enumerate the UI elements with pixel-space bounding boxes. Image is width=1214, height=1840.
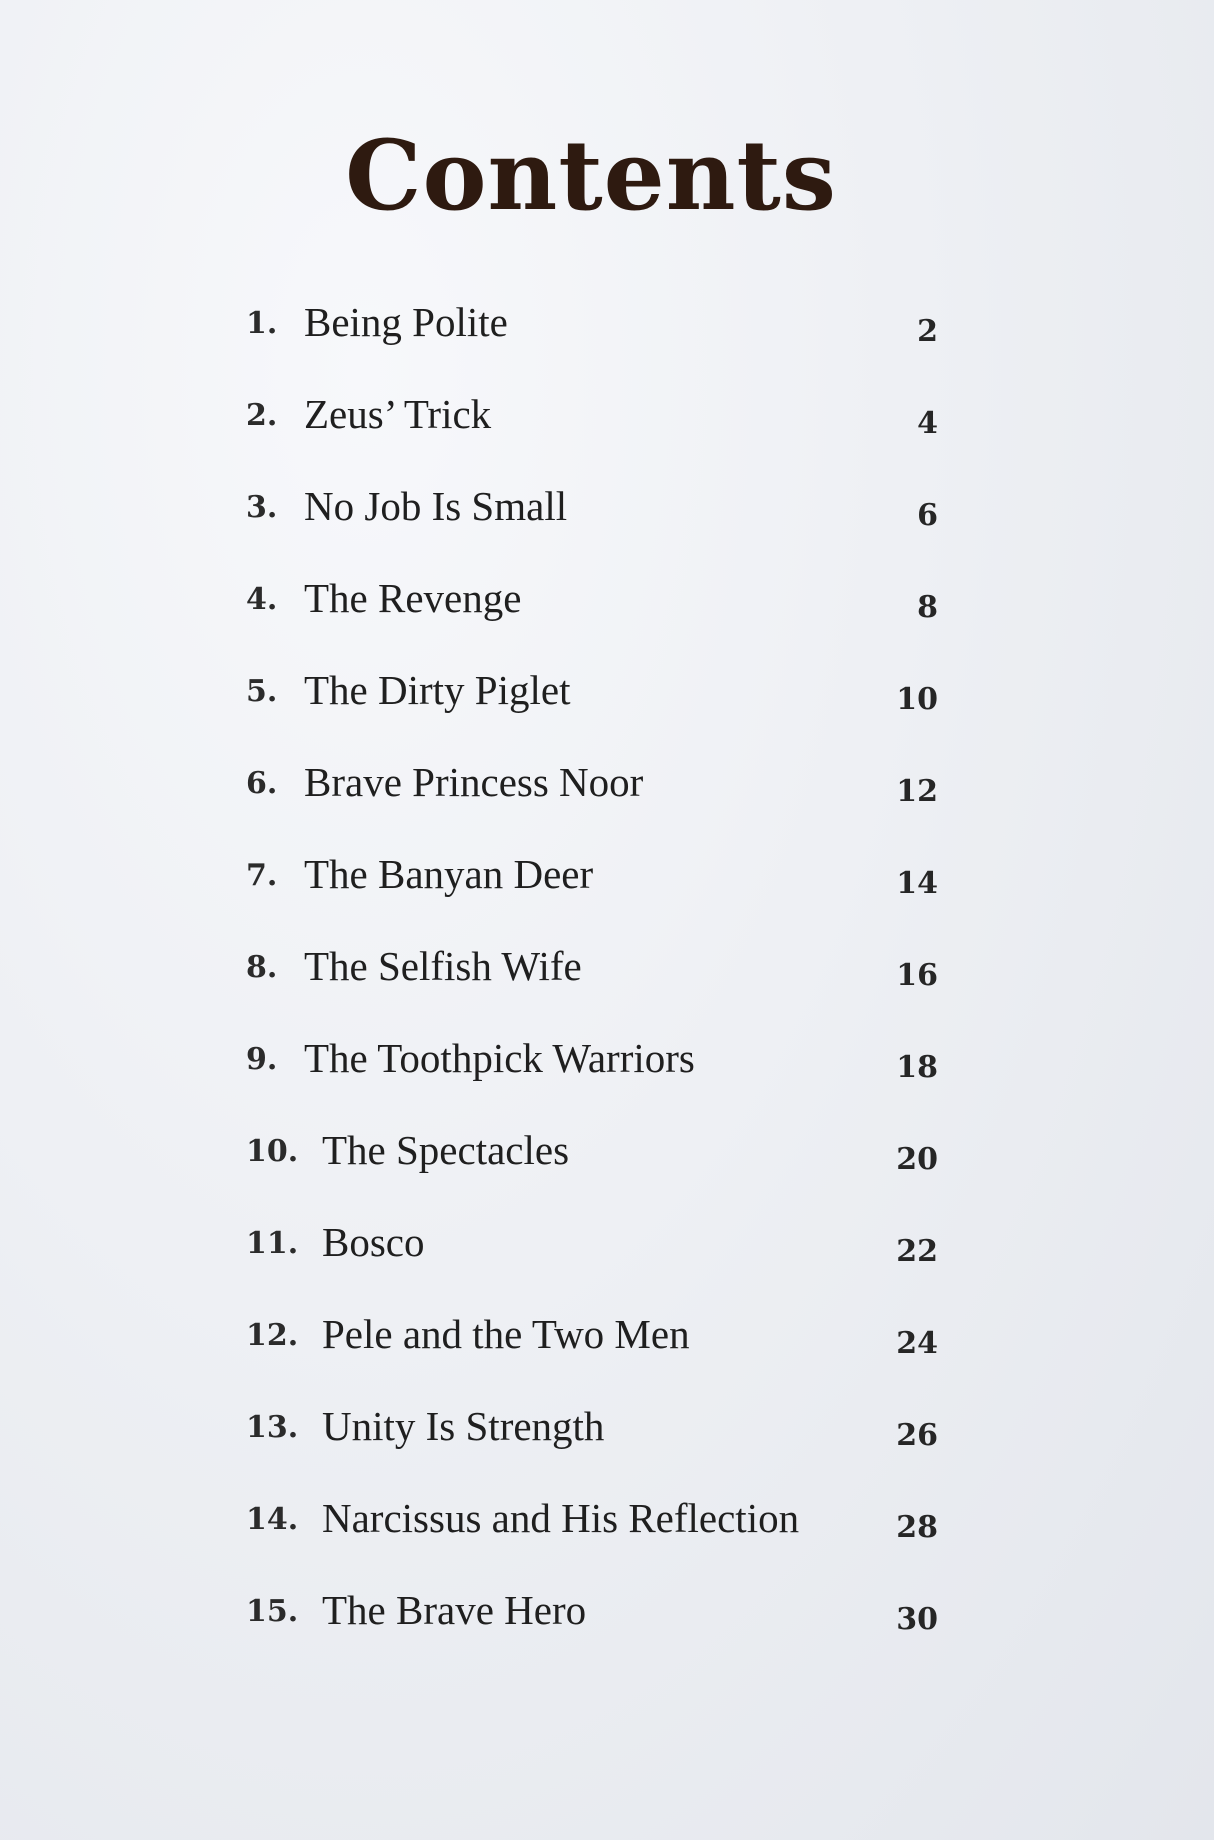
entry-number: 11. bbox=[246, 1226, 299, 1261]
entry-number: 14. bbox=[246, 1502, 299, 1537]
toc-entry bbox=[0, 1024, 1214, 1116]
entry-title: Being Polite bbox=[304, 299, 508, 345]
entry-number: 13. bbox=[246, 1410, 299, 1445]
entry-number: 10. bbox=[246, 1134, 299, 1169]
entry-title: Brave Princess Noor bbox=[304, 759, 644, 805]
entry-number: 5. bbox=[246, 674, 278, 709]
entry-number: 1. bbox=[246, 306, 278, 341]
toc-entry bbox=[0, 564, 1214, 656]
toc-entry bbox=[0, 1392, 1214, 1484]
entry-title: The Brave Hero bbox=[322, 1587, 587, 1633]
table-of-contents bbox=[0, 288, 1214, 1668]
entry-number: 3. bbox=[246, 490, 278, 525]
entry-page-number: 6 bbox=[917, 498, 938, 533]
toc-entry bbox=[0, 1208, 1214, 1300]
entry-page-number: 24 bbox=[896, 1326, 938, 1361]
entry-title: The Dirty Piglet bbox=[304, 667, 571, 713]
entry-page-number: 2 bbox=[917, 314, 938, 349]
entry-title: Pele and the Two Men bbox=[322, 1311, 690, 1357]
toc-entry bbox=[0, 748, 1214, 840]
entry-title: The Spectacles bbox=[322, 1127, 570, 1173]
entry-page-number: 16 bbox=[896, 958, 938, 993]
entry-number: 8. bbox=[246, 950, 278, 985]
entry-title: Unity Is Strength bbox=[322, 1403, 605, 1449]
toc-entry bbox=[0, 1484, 1214, 1576]
entry-page-number: 10 bbox=[896, 682, 938, 717]
entry-number: 15. bbox=[246, 1594, 299, 1629]
entry-title: Bosco bbox=[322, 1219, 425, 1265]
toc-entry bbox=[0, 840, 1214, 932]
toc-entry bbox=[0, 1116, 1214, 1208]
entry-page-number: 20 bbox=[896, 1142, 938, 1177]
entry-title: The Banyan Deer bbox=[304, 851, 594, 897]
toc-entry bbox=[0, 472, 1214, 564]
toc-entry bbox=[0, 288, 1214, 380]
entry-title: The Toothpick Warriors bbox=[304, 1035, 695, 1081]
entry-title: The Revenge bbox=[304, 575, 522, 621]
entry-page-number: 28 bbox=[896, 1510, 938, 1545]
entry-number: 2. bbox=[246, 398, 278, 433]
entry-title: Zeus’ Trick bbox=[304, 391, 492, 437]
entry-number: 9. bbox=[246, 1042, 278, 1077]
entry-page-number: 18 bbox=[896, 1050, 938, 1085]
entry-title: Narcissus and His Reflection bbox=[322, 1495, 800, 1541]
entry-number: 7. bbox=[246, 858, 278, 893]
entry-page-number: 14 bbox=[896, 866, 938, 901]
entry-page-number: 30 bbox=[896, 1602, 938, 1637]
entry-number: 12. bbox=[246, 1318, 299, 1353]
entry-title: No Job Is Small bbox=[304, 483, 568, 529]
page-title: Contents bbox=[345, 119, 837, 232]
entry-page-number: 12 bbox=[896, 774, 938, 809]
entry-page-number: 22 bbox=[896, 1234, 938, 1269]
entry-page-number: 4 bbox=[917, 406, 938, 441]
entry-page-number: 8 bbox=[917, 590, 938, 625]
toc-entry bbox=[0, 656, 1214, 748]
entry-title: The Selfish Wife bbox=[304, 943, 582, 989]
toc-entry bbox=[0, 932, 1214, 1024]
toc-entry bbox=[0, 1300, 1214, 1392]
toc-entry bbox=[0, 1576, 1214, 1668]
entry-number: 4. bbox=[246, 582, 278, 617]
toc-entry bbox=[0, 380, 1214, 472]
entry-number: 6. bbox=[246, 766, 278, 801]
entry-page-number: 26 bbox=[896, 1418, 938, 1453]
